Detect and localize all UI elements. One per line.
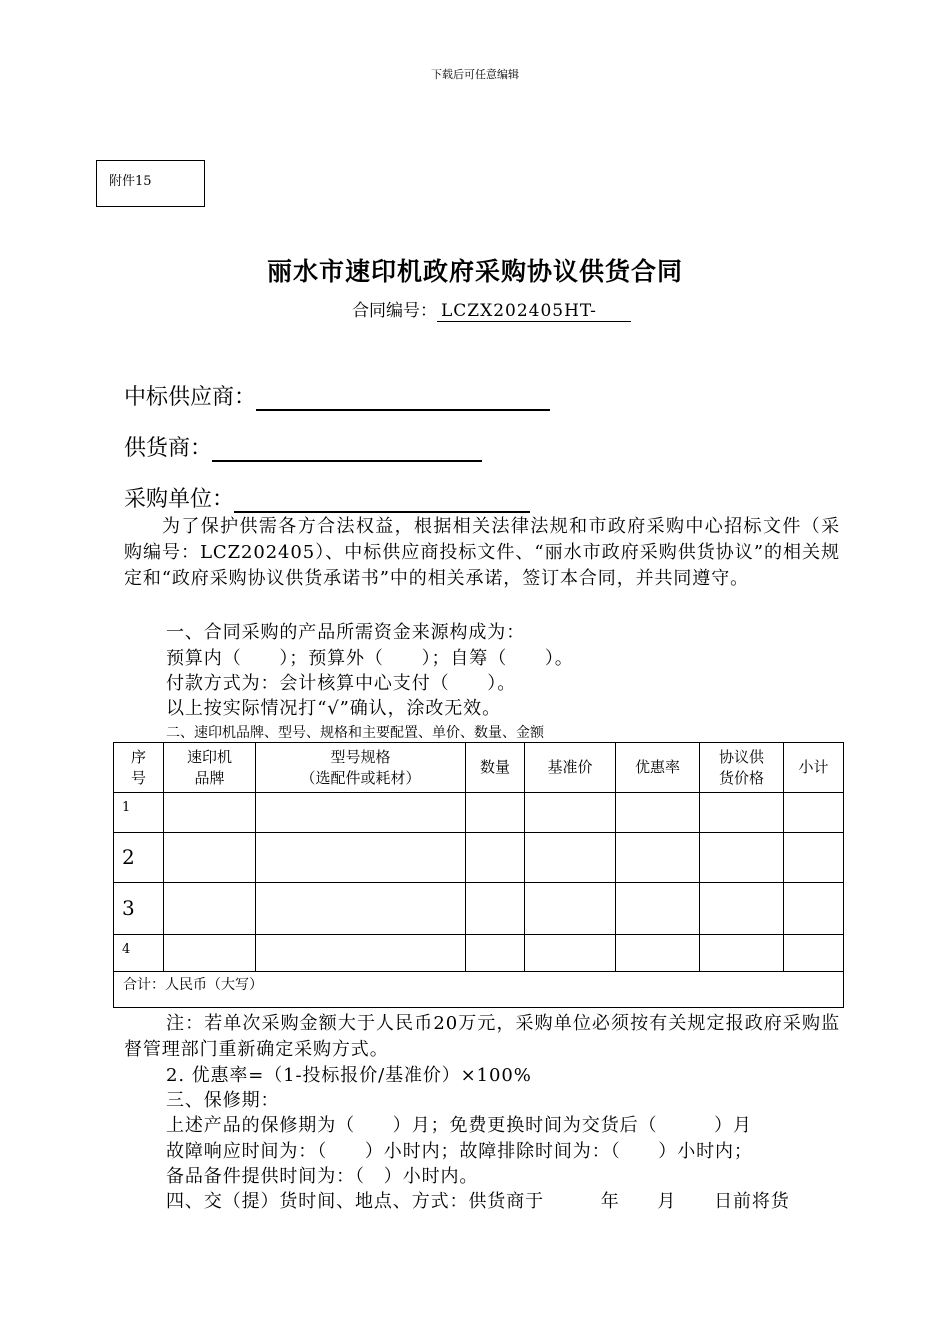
cell-discount[interactable]	[616, 793, 700, 833]
supplier-label: 供货商：	[124, 436, 213, 461]
table-row	[114, 833, 844, 883]
col-header-subtotal: 小计	[784, 743, 844, 793]
payment-method-line: 付款方式为：会计核算中心支付（ ）。	[166, 673, 517, 694]
row-index: 1	[114, 793, 164, 833]
row-index: 2	[114, 833, 164, 883]
cell-model[interactable]	[256, 793, 466, 833]
col-header-index: 序 号	[114, 743, 164, 793]
winning-supplier-label: 中标供应商：	[124, 385, 257, 410]
spare-parts-line: 备品备件提供时间为：（ ）小时内。	[166, 1166, 479, 1187]
note-paragraph: 注：若单次采购金额大于人民币20万元，采购单位必须按有关规定报政府采购监督管理部门重新确定采购方式。	[124, 1013, 840, 1060]
purchaser-label: 采购单位：	[124, 487, 235, 512]
row-index: 3	[114, 883, 164, 935]
cell-quantity[interactable]	[466, 793, 525, 833]
confirm-note-line: 以上按实际情况打“√”确认，涂改无效。	[166, 698, 501, 719]
cell-base-price[interactable]	[525, 833, 616, 883]
cell-subtotal[interactable]	[784, 833, 844, 883]
table-header-row	[114, 743, 844, 793]
col-header-quantity: 数量	[466, 743, 525, 793]
cell-agreement-price[interactable]	[700, 793, 784, 833]
contract-number	[352, 296, 631, 322]
col-header-brand: 速印机 品牌	[164, 743, 256, 793]
cell-subtotal[interactable]	[784, 793, 844, 833]
cell-model[interactable]	[256, 833, 466, 883]
winning-supplier-row	[124, 380, 550, 411]
total-amount-cell[interactable]: 合计：人民币（大写）	[114, 972, 844, 1008]
section3-heading: 三、保修期：	[166, 1090, 280, 1111]
row-index: 4	[114, 935, 164, 972]
cell-subtotal[interactable]	[784, 883, 844, 935]
cell-discount[interactable]	[616, 935, 700, 972]
supplier-field[interactable]	[212, 436, 482, 462]
warranty-period-line: 上述产品的保修期为（ ）月；免费更换时间为交货后（ ）月	[166, 1115, 752, 1136]
response-time-line: 故障响应时间为：（ ）小时内；故障排除时间为：（ ）小时内；	[166, 1141, 753, 1162]
contract-number-field[interactable]: LCZX202405HT-	[437, 301, 631, 322]
cell-base-price[interactable]	[525, 883, 616, 935]
col-header-model: 型号规格 （选配件或耗材）	[256, 743, 466, 793]
winning-supplier-field[interactable]	[256, 385, 550, 411]
col-header-discount: 优惠率	[616, 743, 700, 793]
cell-brand[interactable]	[164, 883, 256, 935]
section1-heading: 一、合同采购的产品所需资金来源构成为：	[166, 622, 526, 643]
cell-quantity[interactable]	[466, 935, 525, 972]
cell-discount[interactable]	[616, 833, 700, 883]
cell-brand[interactable]	[164, 833, 256, 883]
contract-number-label: 合同编号：	[352, 301, 437, 321]
purchaser-field[interactable]	[234, 487, 530, 513]
goods-table	[113, 742, 844, 1008]
section4-heading: 四、交（提）货时间、地点、方式：供货商于 年 月 日前将货	[166, 1191, 790, 1212]
cell-quantity[interactable]	[466, 833, 525, 883]
col-header-agreement-price: 协议供 货价格	[700, 743, 784, 793]
cell-base-price[interactable]	[525, 793, 616, 833]
cell-agreement-price[interactable]	[700, 935, 784, 972]
cell-base-price[interactable]	[525, 935, 616, 972]
cell-brand[interactable]	[164, 793, 256, 833]
cell-model[interactable]	[256, 883, 466, 935]
attachment-box: 附件15	[96, 160, 205, 207]
section2-heading: 二、速印机品牌、型号、规格和主要配置、单价、数量、金额	[166, 725, 544, 741]
supplier-row	[124, 431, 482, 462]
cell-model[interactable]	[256, 935, 466, 972]
cell-subtotal[interactable]	[784, 935, 844, 972]
table-row	[114, 793, 844, 833]
cell-discount[interactable]	[616, 883, 700, 935]
cell-brand[interactable]	[164, 935, 256, 972]
purchaser-row	[124, 482, 530, 513]
header-note: 下载后可任意编辑	[431, 68, 519, 81]
table-row	[114, 883, 844, 935]
cell-quantity[interactable]	[466, 883, 525, 935]
document-title: 丽水市速印机政府采购协议供货合同	[266, 257, 683, 286]
cell-agreement-price[interactable]	[700, 833, 784, 883]
cell-agreement-price[interactable]	[700, 883, 784, 935]
table-row	[114, 935, 844, 972]
col-header-base-price: 基准价	[525, 743, 616, 793]
intro-paragraph: 为了保护供需各方合法权益，根据相关法律法规和市政府采购中心招标文件（采购编号：LCZ202405）、中标供应商投标文件、“丽水市政府采购供货协议”的相关规定和“政府采购协议供货承诺书”中的相关承诺，签订本合同，并共同遵守。	[124, 516, 840, 589]
budget-source-line: 预算内（ ）；预算外（ ）；自筹（ ）。	[166, 648, 574, 669]
table-total-row	[114, 972, 844, 1008]
discount-formula-line: 2. 优惠率=（1-投标报价/基准价）×100%	[166, 1065, 532, 1086]
